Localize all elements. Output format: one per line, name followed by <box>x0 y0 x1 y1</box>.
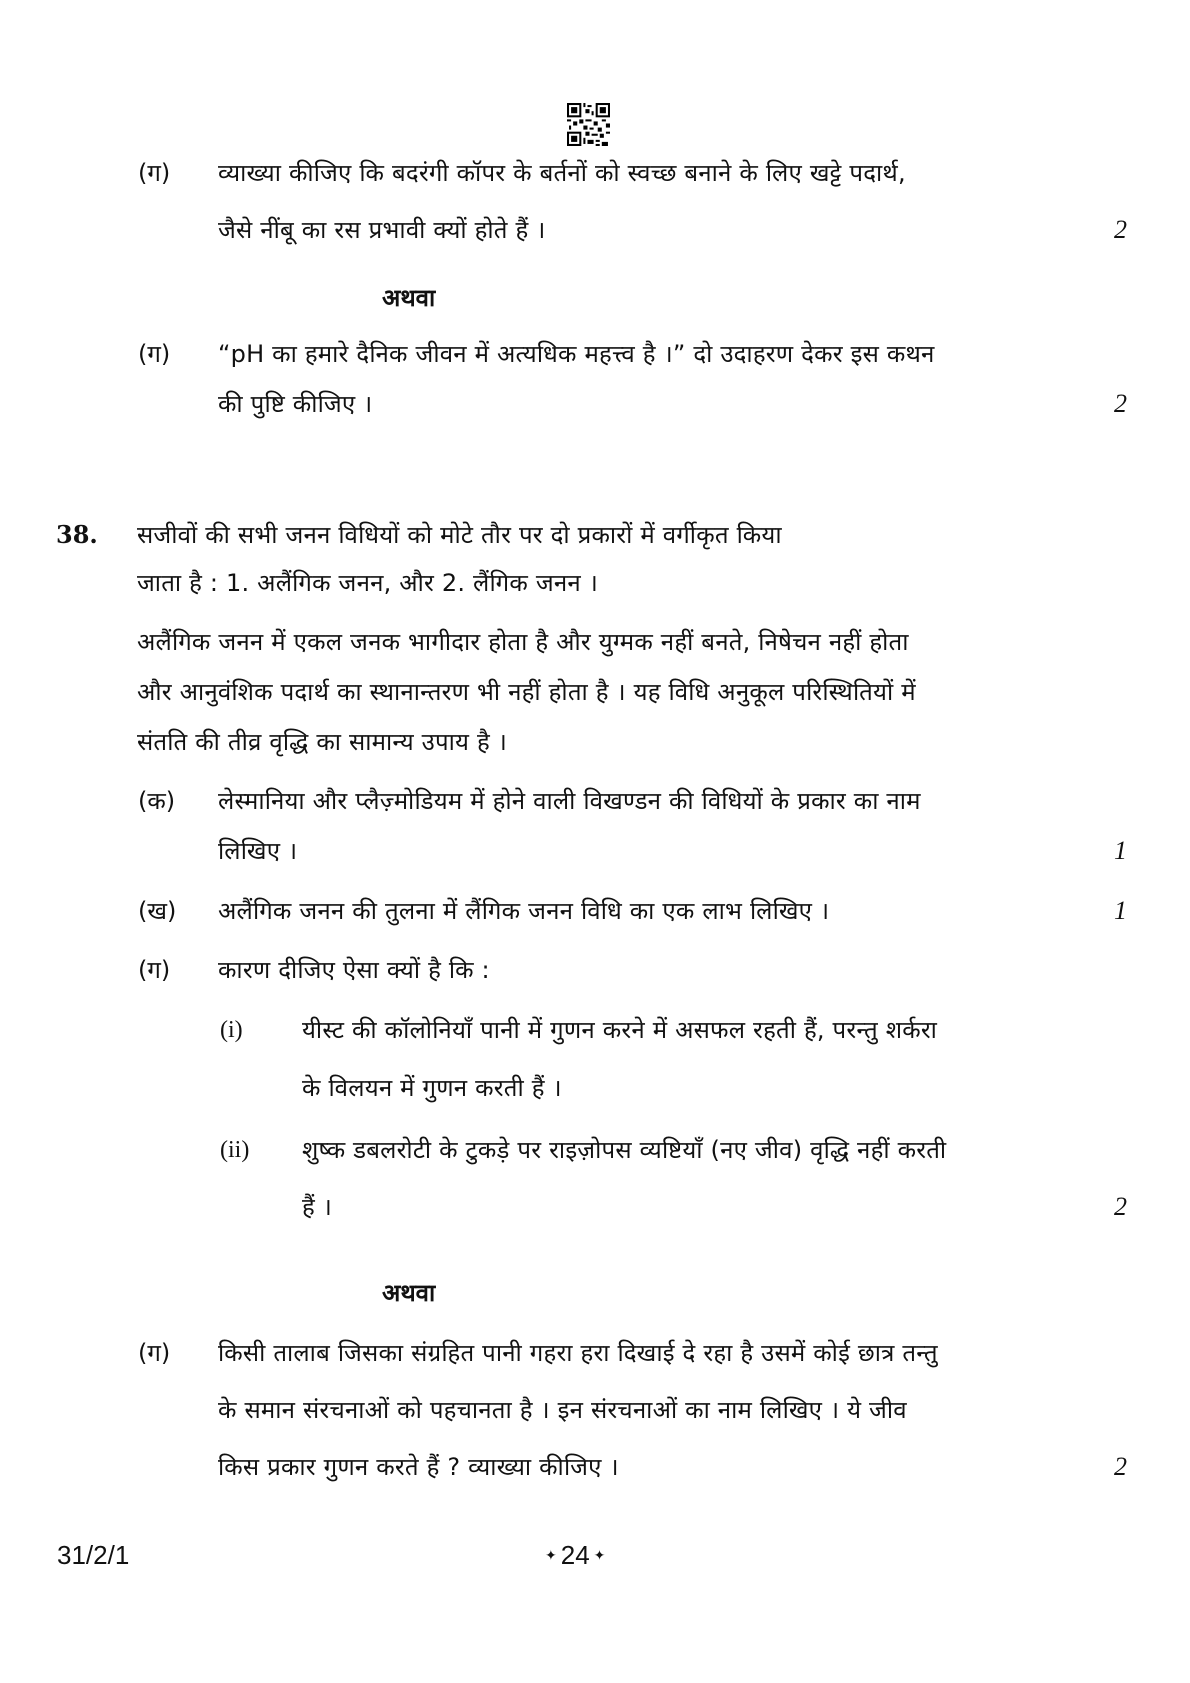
question-text-line: यीस्ट की कॉलोनियाँ पानी में गुणन करने में असफल रहती हैं, परन्तु शर्करा <box>302 1016 938 1044</box>
part-label: (क) <box>138 787 176 815</box>
or-divider: अथवा <box>382 1279 436 1307</box>
question-text-line: किस प्रकार गुणन करते हैं ? व्याख्या कीजिए । <box>218 1453 619 1481</box>
question-text-line: जाता है : 1. अलैंगिक जनन, और 2. लैंगिक जनन । <box>137 569 599 597</box>
qr-code-icon <box>567 103 610 146</box>
question-text-line: अलैंगिक जनन की तुलना में लैंगिक जनन विधि का एक लाभ लिखिए । <box>218 897 830 925</box>
paragraph-line: और आनुवंशिक पदार्थ का स्थानान्तरण भी नहीं होता है । यह विधि अनुकूल परिस्थितियों में <box>137 678 916 706</box>
part-label: (ग) <box>138 956 171 984</box>
marks: 2 <box>1114 1192 1127 1221</box>
page-number-block <box>545 1540 605 1570</box>
part-label: (ख) <box>138 897 177 925</box>
four-point-star-icon: ✦ <box>593 1547 606 1563</box>
question-text-line: कारण दीजिए ऐसा क्यों है कि : <box>218 956 490 984</box>
question-number: 38. <box>56 520 98 549</box>
marks: 2 <box>1114 215 1127 244</box>
marks: 2 <box>1114 1452 1127 1481</box>
question-text-line: लेस्मानिया और प्लैज़्मोडियम में होने वाली विखण्डन की विधियों के प्रकार का नाम <box>218 787 921 815</box>
question-text-line: लिखिए । <box>218 837 298 865</box>
marks: 1 <box>1114 836 1127 865</box>
four-point-star-icon: ✦ <box>545 1547 557 1563</box>
or-divider: अथवा <box>382 284 436 312</box>
question-text-line: की पुष्टि कीजिए । <box>218 390 373 418</box>
question-text-line: “pH का हमारे दैनिक जीवन में अत्यधिक महत्त्व है ।” दो उदाहरण देकर इस कथन <box>218 340 935 368</box>
paragraph-line: संतति की तीव्र वृद्धि का सामान्य उपाय है । <box>137 728 508 756</box>
subpart-label: (i) <box>220 1017 243 1043</box>
part-label: (ग) <box>138 1339 171 1367</box>
subpart-label: (ii) <box>220 1137 250 1163</box>
paragraph-line: अलैंगिक जनन में एकल जनक भागीदार होता है और युग्मक नहीं बनते, निषेचन नहीं होता <box>137 628 909 656</box>
part-label: (ग) <box>138 340 171 368</box>
question-text-line: शुष्क डबलरोटी के टुकड़े पर राइज़ोपस व्यष्टियाँ (नए जीव) वृद्धि नहीं करती <box>302 1136 947 1164</box>
part-label: (ग) <box>138 159 171 187</box>
marks: 2 <box>1114 389 1127 418</box>
question-text-line: किसी तालाब जिसका संग्रहित पानी गहरा हरा दिखाई दे रहा है उसमें कोई छात्र तन्तु <box>218 1339 938 1367</box>
question-text-line: के विलयन में गुणन करती हैं । <box>302 1074 562 1102</box>
paper-code: 31/2/1 <box>57 1540 130 1570</box>
question-text-line: सजीवों की सभी जनन विधियों को मोटे तौर पर दो प्रकारों में वर्गीकृत किया <box>137 521 782 549</box>
question-text-line: हैं । <box>302 1193 333 1221</box>
question-text-line: व्याख्या कीजिए कि बदरंगी कॉपर के बर्तनों को स्वच्छ बनाने के लिए खट्टे पदार्थ, <box>218 159 906 187</box>
marks: 1 <box>1114 896 1127 925</box>
page-number: 24 <box>560 1540 590 1570</box>
question-text-line: जैसे नींबू का रस प्रभावी क्यों होते हैं । <box>218 216 546 244</box>
question-text-line: के समान संरचनाओं को पहचानता है । इन संरचनाओं का नाम लिखिए । ये जीव <box>218 1396 907 1424</box>
